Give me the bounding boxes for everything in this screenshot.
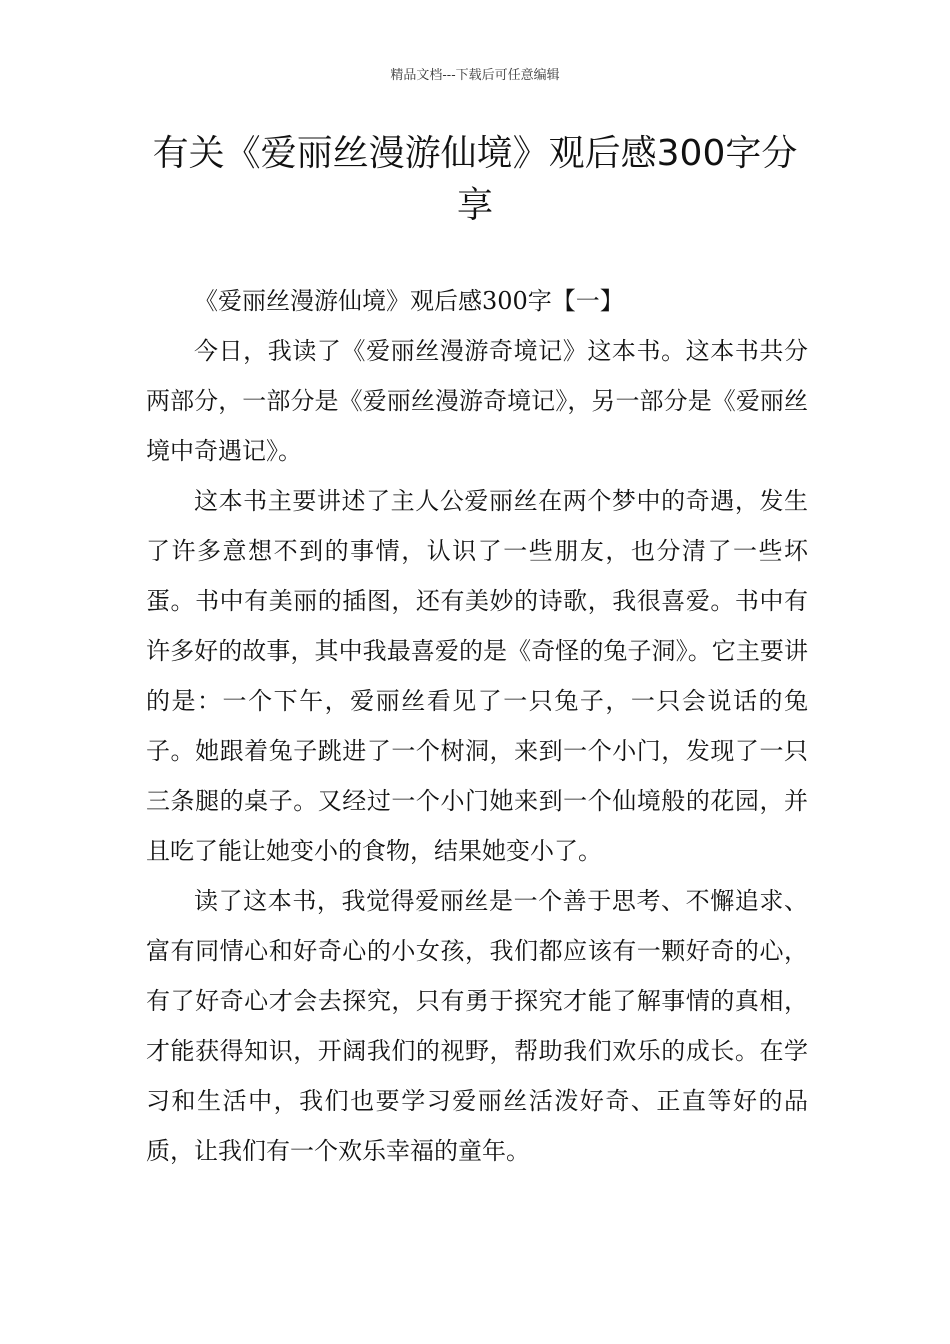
header-note: 精品文档---下载后可任意编辑	[390, 68, 560, 83]
document-title: 有关《爱丽丝漫游仙境》观后感300字分享	[152, 133, 798, 226]
paragraph: 今日，我读了《爱丽丝漫游奇境记》这本书。这本书共分两部分，一部分是《爱丽丝漫游奇境记》，另一部分是《爱丽丝境中奇遇记》。	[146, 337, 808, 465]
section-heading: 《爱丽丝漫游仙境》观后感300字【一】	[194, 287, 624, 315]
paragraph: 这本书主要讲述了主人公爱丽丝在两个梦中的奇遇，发生了许多意想不到的事情，认识了一些朋友，也分清了一些坏蛋。书中有美丽的插图，还有美妙的诗歌，我很喜爱。书中有许多好的故事，其中我最喜爱的是《奇怪的兔子洞》。它主要讲的是：一个下午，爱丽丝看见了一只兔子，一只会说话的兔子。她跟着兔子跳进了一个树洞，来到一个小门，发现了一只三条腿的桌子。又经过一个小门她来到一个仙境般的花园，并且吃了能让她变小的食物，结果她变小了。	[146, 487, 808, 865]
document-body	[146, 276, 808, 1176]
paragraph: 读了这本书，我觉得爱丽丝是一个善于思考、不懈追求、富有同情心和好奇心的小女孩，我们都应该有一颗好奇的心，有了好奇心才会去探究，只有勇于探究才能了解事情的真相，才能获得知识，开阔我们的视野，帮助我们欢乐的成长。在学习和生活中，我们也要学习爱丽丝活泼好奇、正直等好的品质，让我们有一个欢乐幸福的童年。	[146, 887, 808, 1165]
